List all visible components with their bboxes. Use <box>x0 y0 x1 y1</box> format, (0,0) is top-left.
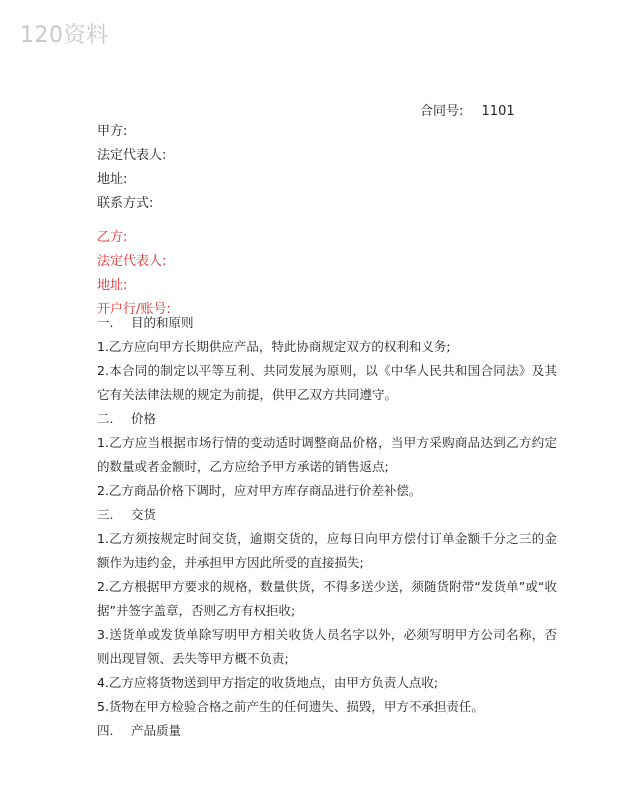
section-heading <box>97 503 557 527</box>
party-a-legal-rep-label: 法定代表人: <box>97 148 167 163</box>
party-b-name-label: 乙方: <box>97 230 128 245</box>
contract-number <box>420 100 515 119</box>
section-number: 二. <box>97 411 114 426</box>
clause: 2.乙方商品价格下调时，应对甲方库存商品进行价差补偿。 <box>97 483 422 498</box>
clause: 5.货物在甲方检验合格之前产生的任何遗失、损毁，甲方不承担责任。 <box>97 699 484 714</box>
section-number: 一. <box>97 315 114 330</box>
contract-number-label: 合同号: <box>420 104 464 119</box>
party-b-bank-label: 开户行/账号: <box>97 302 171 317</box>
clause: 3.送货单或发货单除写明甲方相关收货人员名字以外，必须写明甲方公司名称，否则出现冒领、丢失等甲方概不负责; <box>97 627 557 666</box>
section-number: 四. <box>97 723 114 738</box>
clause: 2.乙方根据甲方要求的规格，数量供货，不得多送少送，须随货附带“发货单”或“收据”并签字盖章，否则乙方有权拒收; <box>97 579 557 618</box>
section-title: 交货 <box>130 507 156 522</box>
section-heading <box>97 407 557 431</box>
contract-number-value: 1101 <box>481 104 515 119</box>
clause: 4.乙方应将货物送到甲方指定的收货地点，由甲方负责人点收; <box>97 675 439 690</box>
section-title: 产品质量 <box>130 723 181 738</box>
party-b-address-label: 地址: <box>97 278 128 293</box>
clause: 1.乙方须按规定时间交货，逾期交货的，应每日向甲方偿付订单金额千分之三的金额作为违约金，并承担甲方因此所受的直接损失; <box>97 531 557 570</box>
contract-body <box>97 311 557 743</box>
watermark: 120资料 <box>20 23 109 48</box>
party-a-name-label: 甲方: <box>97 124 128 139</box>
party-b-legal-rep-label: 法定代表人: <box>97 254 167 269</box>
clause: 1.乙方应当根据市场行情的变动适时调整商品价格，当甲方采购商品达到乙方约定的数量或者金额时，乙方应给予甲方承诺的销售返点; <box>97 435 557 474</box>
section-number: 三. <box>97 507 114 522</box>
party-a-contact-label: 联系方式: <box>97 196 154 211</box>
section-title: 价格 <box>130 411 156 426</box>
party-a-block <box>97 120 166 216</box>
party-a-address-label: 地址: <box>97 172 128 187</box>
clause: 1.乙方应向甲方长期供应产品，特此协商规定双方的权利和义务; <box>97 339 451 354</box>
section-heading <box>97 311 557 335</box>
party-b-block <box>97 226 171 322</box>
section-heading <box>97 719 557 743</box>
section-title: 目的和原则 <box>130 315 194 330</box>
clause: 2.本合同的制定以平等互利、共同发展为原则，以《中华人民共和国合同法》及其它有关法律法规的规定为前提，供甲乙双方共同遵守。 <box>97 363 557 402</box>
